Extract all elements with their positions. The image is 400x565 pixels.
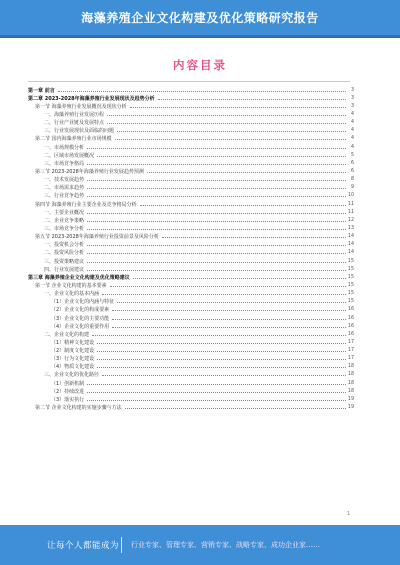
toc-entry[interactable] xyxy=(28,298,354,306)
toc-entry[interactable] xyxy=(28,395,354,403)
toc-leader-dots xyxy=(140,205,346,206)
toc-leader-dots xyxy=(97,156,346,157)
toc-entry-title: 一、投资机会分析 xyxy=(44,242,85,249)
toc-leader-dots xyxy=(107,115,346,116)
toc-entry-title: 二、企业竞争策略 xyxy=(44,217,85,224)
toc-entry[interactable] xyxy=(28,363,354,371)
toc-leader-dots xyxy=(87,196,346,197)
toc-entry-title: 二、行业产业链及发展特点 xyxy=(44,120,105,127)
toc-entry-page: 11 xyxy=(347,201,354,207)
toc-entry-page: 19 xyxy=(347,405,354,411)
toc-entry-page: 14 xyxy=(347,234,354,240)
toc-entry-title: （1）精神文化建设 xyxy=(51,339,95,346)
toc-entry-title: （3）落实执行 xyxy=(51,396,85,403)
toc-entry-page: 18 xyxy=(347,380,354,386)
toc-entry-page: 5 xyxy=(350,152,354,158)
toc-entry-title: 第三节 2023-2028年海藻养殖行业发展趋势预测 xyxy=(35,168,144,175)
toc-entry-page: 6 xyxy=(350,168,354,174)
toc-entry[interactable] xyxy=(28,338,354,346)
toc-leader-dots xyxy=(97,359,346,360)
toc-leader-dots xyxy=(115,139,346,140)
toc-entry[interactable] xyxy=(28,403,354,411)
toc-entry[interactable] xyxy=(28,151,354,159)
toc-entry-title: 二、投资风险分析 xyxy=(44,250,85,257)
toc-leader-dots xyxy=(87,262,346,263)
toc-entry-page: 13 xyxy=(347,225,354,231)
toc-leader-dots xyxy=(112,319,346,320)
toc-entry-page: 15 xyxy=(347,299,354,305)
toc-entry-page: 18 xyxy=(347,372,354,378)
toc-leader-dots xyxy=(102,375,346,376)
toc-entry-page: 4 xyxy=(350,144,354,150)
toc-entry[interactable] xyxy=(28,192,354,200)
toc-entry-title: 第一章 前言 xyxy=(28,87,55,94)
toc-leader-dots xyxy=(92,335,346,336)
toc-entry-page: 15 xyxy=(347,282,354,288)
toc-leader-dots xyxy=(112,310,346,311)
toc-entry[interactable] xyxy=(28,176,354,184)
toc-entry-title: （4）物质文化建设 xyxy=(51,364,95,371)
toc-entry-page: 15 xyxy=(347,274,354,280)
toc-entry-page: 3 xyxy=(350,95,354,101)
toc-entry-page: 17 xyxy=(347,339,354,345)
toc-leader-dots xyxy=(117,131,346,132)
toc-entry-page: 16 xyxy=(347,315,354,321)
toc-entry-page: 9 xyxy=(350,185,354,191)
toc-entry[interactable] xyxy=(28,306,354,314)
toc-entry-page: 4 xyxy=(350,111,354,117)
toc-entry-title: （3）行为文化建设 xyxy=(51,356,95,363)
toc-entry-page: 17 xyxy=(347,348,354,354)
toc-leader-dots xyxy=(87,188,346,189)
toc-entry-title: 第一节 企业文化构建的基本要素 xyxy=(35,282,107,289)
toc-entry[interactable] xyxy=(28,322,354,330)
toc-leader-dots xyxy=(158,99,346,100)
toc-entry[interactable] xyxy=(28,233,354,241)
toc-leader-dots xyxy=(117,302,346,303)
toc-leader-dots xyxy=(87,400,346,401)
toc-entry-page: 11 xyxy=(347,209,354,215)
toc-leader-dots xyxy=(97,367,346,368)
toc-entry[interactable] xyxy=(28,216,354,224)
toc-entry-title: （3）企业文化的主要功能 xyxy=(51,315,110,322)
toc-leader-dots xyxy=(87,221,346,222)
toc-entry-title: 三、投资策略建议 xyxy=(44,258,85,265)
toc-entry[interactable] xyxy=(28,281,354,289)
toc-leader-dots xyxy=(130,107,346,108)
toc-entry-title: 一、主要企业概况 xyxy=(44,209,85,216)
toc-entry[interactable] xyxy=(28,119,354,127)
toc-entry[interactable] xyxy=(28,371,354,379)
toc-entry-title: （2）制度文化建设 xyxy=(51,348,95,355)
toc-entry-page: 18 xyxy=(347,388,354,394)
toc-entry-page: 16 xyxy=(347,307,354,313)
toc-entry[interactable] xyxy=(28,143,354,151)
toc-leader-dots xyxy=(107,123,346,124)
toc-entry[interactable] xyxy=(28,94,354,102)
toc-entry-page: 19 xyxy=(347,396,354,402)
toc-entry-page: 3 xyxy=(350,87,354,93)
toc-entry[interactable] xyxy=(28,208,354,216)
header-band xyxy=(0,0,400,38)
toc-entry[interactable] xyxy=(28,330,354,338)
toc-entry-page: 16 xyxy=(347,331,354,337)
toc-entry-page: 6 xyxy=(350,160,354,166)
footer-roles: 行业专家、管理专家、营销专家、战略专家、成功企业家…… xyxy=(131,541,320,549)
toc-leader-dots xyxy=(133,278,346,279)
toc-leader-dots xyxy=(87,253,346,254)
toc-entry-page: 17 xyxy=(347,356,354,362)
toc-leader-dots xyxy=(162,237,346,238)
toc-divider xyxy=(28,81,350,82)
toc-leader-dots xyxy=(58,91,346,92)
toc-leader-dots xyxy=(87,229,346,230)
toc-entry-title: （2）企业文化的构成要素 xyxy=(51,307,110,314)
toc-entry[interactable] xyxy=(28,159,354,167)
toc-leader-dots xyxy=(147,172,346,173)
toc-leader-dots xyxy=(102,294,346,295)
toc-entry-title: 第二节 企业文化构建的实施步骤与方法 xyxy=(35,405,122,412)
toc-entry[interactable] xyxy=(28,265,354,273)
toc-list xyxy=(28,86,354,412)
toc-entry-page: 12 xyxy=(347,217,354,223)
toc-entry[interactable] xyxy=(28,241,354,249)
toc-entry-title: （2）持续改进 xyxy=(51,388,85,395)
toc-entry-title: 第二章 2023-2028年海藻养殖行业发展现状及趋势分析 xyxy=(28,95,155,102)
toc-leader-dots xyxy=(87,392,346,393)
toc-entry-title: 第四节 海藻养殖行业主要企业及竞争格局分析 xyxy=(35,201,137,208)
toc-entry-title: （1）企业文化的内涵与特征 xyxy=(51,299,115,306)
toc-entry[interactable] xyxy=(28,379,354,387)
toc-entry-title: 三、行业竞争趋势 xyxy=(44,193,85,200)
page-number: 1 xyxy=(347,512,351,517)
footer-divider xyxy=(121,537,122,553)
toc-entry-title: 三、行业发展现状及面临的问题 xyxy=(44,128,115,135)
toc-entry[interactable] xyxy=(28,249,354,257)
toc-entry-page: 14 xyxy=(347,242,354,248)
toc-leader-dots xyxy=(110,286,346,287)
toc-entry[interactable] xyxy=(28,102,354,110)
toc-entry-page: 15 xyxy=(347,266,354,272)
toc-entry-title: 四、行业发展建议 xyxy=(44,266,85,273)
toc-entry-page: 4 xyxy=(350,120,354,126)
toc-entry-page: 4 xyxy=(350,128,354,134)
toc-entry[interactable] xyxy=(28,314,354,322)
toc-leader-dots xyxy=(112,327,346,328)
toc-entry[interactable] xyxy=(28,347,354,355)
footer-band xyxy=(0,525,400,565)
toc-entry-page: 14 xyxy=(347,250,354,256)
toc-entry-page: 15 xyxy=(347,291,354,297)
toc-entry-title: 第一节 海藻养殖行业发展概况及现状分析 xyxy=(35,103,127,110)
header-underline xyxy=(0,35,400,38)
toc-leader-dots xyxy=(87,270,346,271)
toc-entry-title: 二、区域市场发展概况 xyxy=(44,152,95,159)
toc-entry-title: 一、企业文化的基本内涵 xyxy=(44,291,100,298)
toc-entry-title: 三、市场竞争分析 xyxy=(44,225,85,232)
toc-entry[interactable] xyxy=(28,200,354,208)
toc-entry-page: 10 xyxy=(347,193,354,199)
toc-leader-dots xyxy=(87,148,346,149)
toc-entry[interactable] xyxy=(28,127,354,135)
toc-entry-title: 一、市场规模分析 xyxy=(44,144,85,151)
toc-entry-page: 16 xyxy=(347,323,354,329)
toc-entry-title: （4）企业文化的重要作用 xyxy=(51,323,110,330)
toc-entry[interactable] xyxy=(28,273,354,281)
toc-entry[interactable] xyxy=(28,355,354,363)
toc-entry-page: 8 xyxy=(350,177,354,183)
toc-entry-title: 一、海藻养殖行业发展历程 xyxy=(44,111,105,118)
toc-entry[interactable] xyxy=(28,86,354,94)
toc-entry-title: 二、市场需求趋势 xyxy=(44,185,85,192)
toc-entry-page: 18 xyxy=(347,364,354,370)
toc-entry[interactable] xyxy=(28,290,354,298)
toc-heading: 内容目录 xyxy=(173,58,227,72)
toc-entry[interactable] xyxy=(28,257,354,265)
toc-leader-dots xyxy=(97,351,346,352)
toc-entry[interactable] xyxy=(28,387,354,395)
toc-entry-page: 3 xyxy=(350,103,354,109)
toc-entry-page: 4 xyxy=(350,136,354,142)
toc-entry[interactable] xyxy=(28,110,354,118)
toc-leader-dots xyxy=(125,408,346,409)
toc-leader-dots xyxy=(87,213,346,214)
toc-entry-title: 三、市场竞争格局 xyxy=(44,160,85,167)
toc-entry[interactable] xyxy=(28,167,354,175)
toc-entry-title: 第五节 2023-2028年海藻养殖行业投资前景及风险分析 xyxy=(35,234,159,241)
toc-leader-dots xyxy=(97,343,346,344)
toc-entry-title: （1）创新机制 xyxy=(51,380,85,387)
toc-entry[interactable] xyxy=(28,224,354,232)
toc-entry-title: 一、技术发展趋势 xyxy=(44,177,85,184)
toc-leader-dots xyxy=(87,180,346,181)
toc-entry[interactable] xyxy=(28,135,354,143)
toc-entry-title: 第二节 国内海藻养殖行业市场规模 xyxy=(35,136,112,143)
toc-leader-dots xyxy=(87,245,346,246)
toc-leader-dots xyxy=(87,164,346,165)
document-title: 海藻养殖企业文化构建及优化策略研究报告 xyxy=(81,11,319,25)
toc-entry-title: 第三章 海藻养殖企业文化构建及优化策略建议 xyxy=(28,274,130,281)
toc-entry-title: 三、企业文化的优化路径 xyxy=(44,372,100,379)
toc-entry-title: 二、企业文化的构建 xyxy=(44,331,90,338)
toc-leader-dots xyxy=(87,384,346,385)
toc-entry[interactable] xyxy=(28,184,354,192)
toc-entry-page: 15 xyxy=(347,258,354,264)
footer-slogan: 让每个人都能成为 xyxy=(47,541,120,551)
